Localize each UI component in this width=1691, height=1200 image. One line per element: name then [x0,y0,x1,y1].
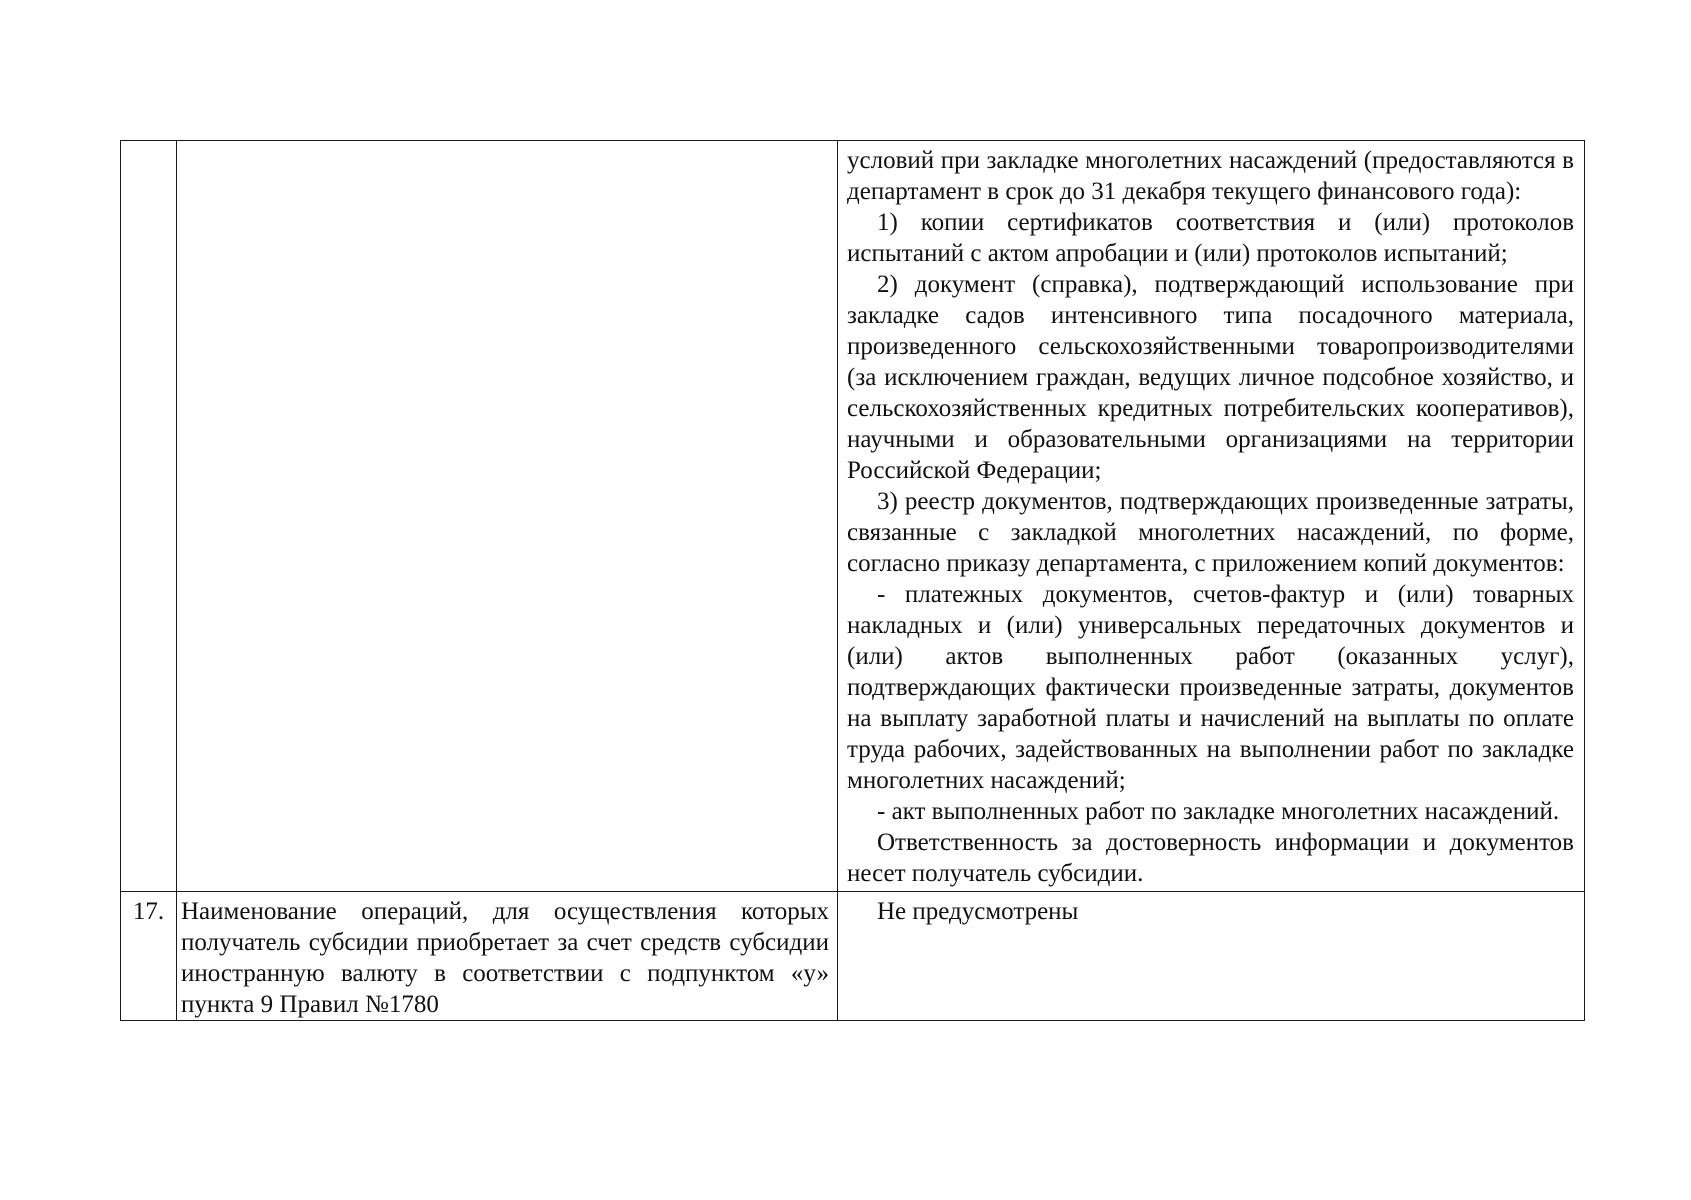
paragraph: 3) реестр документов, подтверждающих произведенные затраты, связанные с закладкой многолетних насаждений, по форме, согласно приказу департамента, с приложением копий документов: [847,488,1574,577]
row-number-cell [121,141,177,892]
row-name-cell [177,141,838,892]
paragraph: - платежных документов, счетов-фактур и (или) товарных накладных и (или) универсальных передаточных документов и (или) актов выполненных работ (оказанных услуг), подтверждающих фактически произведенные затраты, документов на выплату заработной платы и начислений на выплаты по оплате труда рабочих, задействованных на выполнении работ по закладке многолетних насаждений; [847,581,1574,794]
table-row [121,892,1585,1021]
paragraph: 2) документ (справка), подтверждающий использование при закладке садов интенсивного типа посадочного материала, произведенного сельскохозяйственными товаропроизводителями (за исключением граждан, ведущих личное подсобное хозяйство, и сельскохозяйственных кредитных потребительских кооперативов), научными и образовательными организациями на территории Российской Федерации; [847,271,1574,484]
row-value: Не предусмотрены [877,898,1079,925]
row-number: 17. [132,898,165,925]
row-number-cell [121,892,177,1021]
paragraph: Ответственность за достоверность информации и документов несет получатель субсидии. [847,829,1574,887]
paragraph: условий при закладке многолетних насаждений (предоставляются в департамент в срок до 31 декабря текущего финансового года): [847,147,1574,205]
paragraph: 1) копии сертификатов соответствия и (или) протоколов испытаний с актом апробации и (или) протоколов испытаний; [847,209,1574,267]
requirements-table [120,140,1585,1021]
row-name-cell [177,892,838,1021]
paragraph: - акт выполненных работ по закладке многолетних насаждений. [877,798,1560,825]
row-name: Наименование операций, для осуществления которых получатель субсидии приобретает за счет средств субсидии иностранную валюту в соответствии с подпунктом «у» пункта 9 Правил №1780 [181,898,829,1018]
row-value-cell [838,892,1585,1021]
table-row [121,141,1585,892]
row-value-cell [838,141,1585,892]
